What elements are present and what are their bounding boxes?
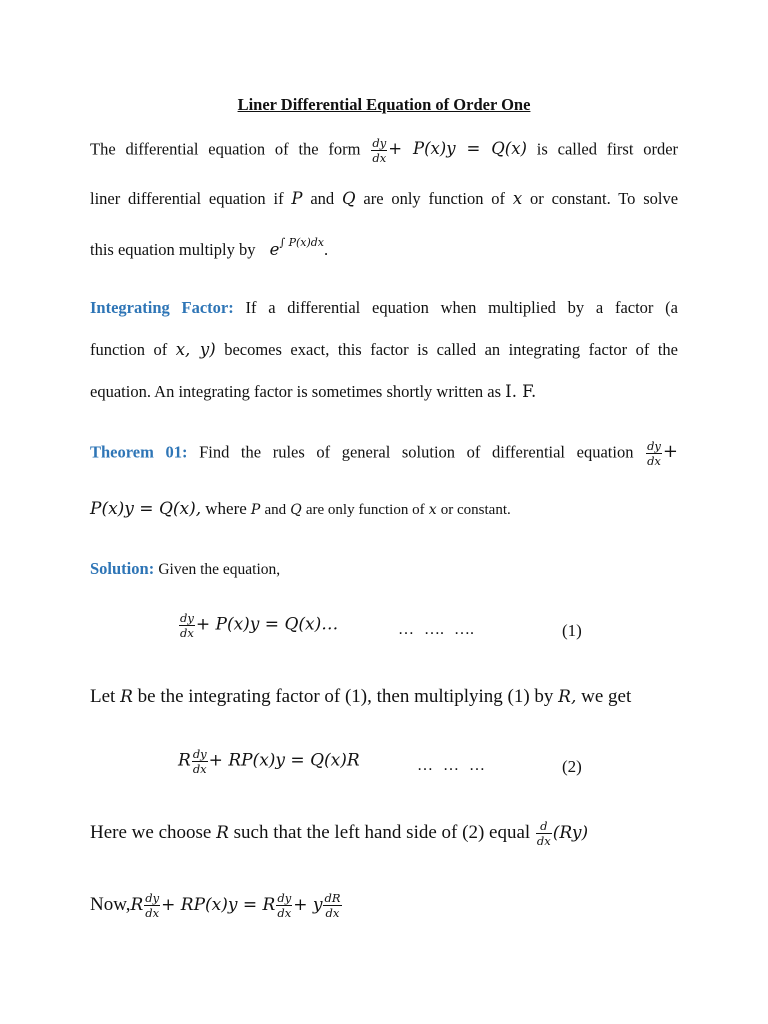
equation-2: R $\frac{dy}{dx}$ + RP(x)y = Q(x)R xyxy=(178,747,360,777)
fraction-dy-dx: $\frac{dy}{dx}$ xyxy=(145,891,160,921)
fraction-dy-dx: $\frac{dy}{dx}$ xyxy=(277,891,292,921)
intro-line-3: this equation multiply by $e^{\int P(x)dx}$. xyxy=(90,236,329,259)
fraction-d-dx: $\frac{d}{dx}$ xyxy=(536,819,551,849)
math-exponent: ∫ P(x)dx xyxy=(279,236,325,249)
equation-1-number: (1) xyxy=(562,621,582,640)
solution-heading: Solution: xyxy=(90,559,155,578)
theorem-heading: Theorem 01: xyxy=(90,442,188,462)
integrating-factor-heading: Integrating Factor: xyxy=(90,298,234,317)
theorem-line-2: P(x)y = Q(x), where P and Q are only function of x or constant. xyxy=(90,499,511,519)
now-line: Now,R $\frac{dy}{dx}$ + RP(x)y = R $\frac{dy}{dx}$ + y $\frac{dR}{dx}$ xyxy=(90,891,341,921)
equation-1: $\frac{dy}{dx}$ + P(x)y = Q(x)… xyxy=(180,611,339,641)
solution-line: Solution: Given the equation, xyxy=(90,559,281,578)
intro-text: The differential equation of the form xyxy=(90,139,361,159)
if-line-1: Integrating Factor: If a differential equation when multiplied by a factor (a xyxy=(90,298,678,317)
if-line-3: equation. An integrating factor is sometimes shortly written as I. F. xyxy=(90,382,537,401)
document-title: Liner Differential Equation of Order One xyxy=(237,95,531,114)
equation-2-number: (2) xyxy=(562,757,582,776)
intro-equation: $\frac{dy}{dx}$ + P(x)y = Q(x) xyxy=(372,136,527,166)
if-line-2: function of x, y) becomes exact, this factor is called an integrating factor of the xyxy=(90,340,679,359)
math-x: x xyxy=(512,189,523,208)
math-Q: Q xyxy=(342,189,356,208)
fraction-dR-dx: $\frac{dR}{dx}$ xyxy=(324,891,341,921)
theorem-line-1: Theorem 01: Find the rules of general solution of differential equation $\frac{dy}{dx}$ + xyxy=(90,439,679,469)
fraction-dy-dx: $\frac{dy}{dx}$ xyxy=(372,136,387,166)
equation-2-dots: … … … xyxy=(417,757,485,774)
let-line: Let R be the integrating factor of (1), then multiplying (1) by R, we get xyxy=(90,686,632,707)
intro-text: is called first order xyxy=(536,139,679,159)
intro-line-1 xyxy=(90,137,678,164)
fraction-dy-dx: $\frac{dy}{dx}$ xyxy=(180,611,194,641)
intro-line-2: liner differential equation if P and Q are only function of x or constant. To solve xyxy=(90,189,679,208)
math-P: P xyxy=(291,189,303,208)
math-x-y: x, y) xyxy=(175,340,216,359)
fraction-dy-dx: $\frac{dy}{dx}$ xyxy=(647,439,661,469)
math-e: e xyxy=(269,240,280,259)
math-equation: P(x)y = Q(x), xyxy=(90,499,202,519)
abbr-if: I. F. xyxy=(505,382,537,401)
here-line: Here we choose R such that the left hand side of (2) equal $\frac{d}{dx}$ (Ry) xyxy=(90,819,589,849)
fraction-dy-dx: $\frac{dy}{dx}$ xyxy=(192,747,207,777)
equation-1-dots: … …. …. xyxy=(398,621,474,638)
